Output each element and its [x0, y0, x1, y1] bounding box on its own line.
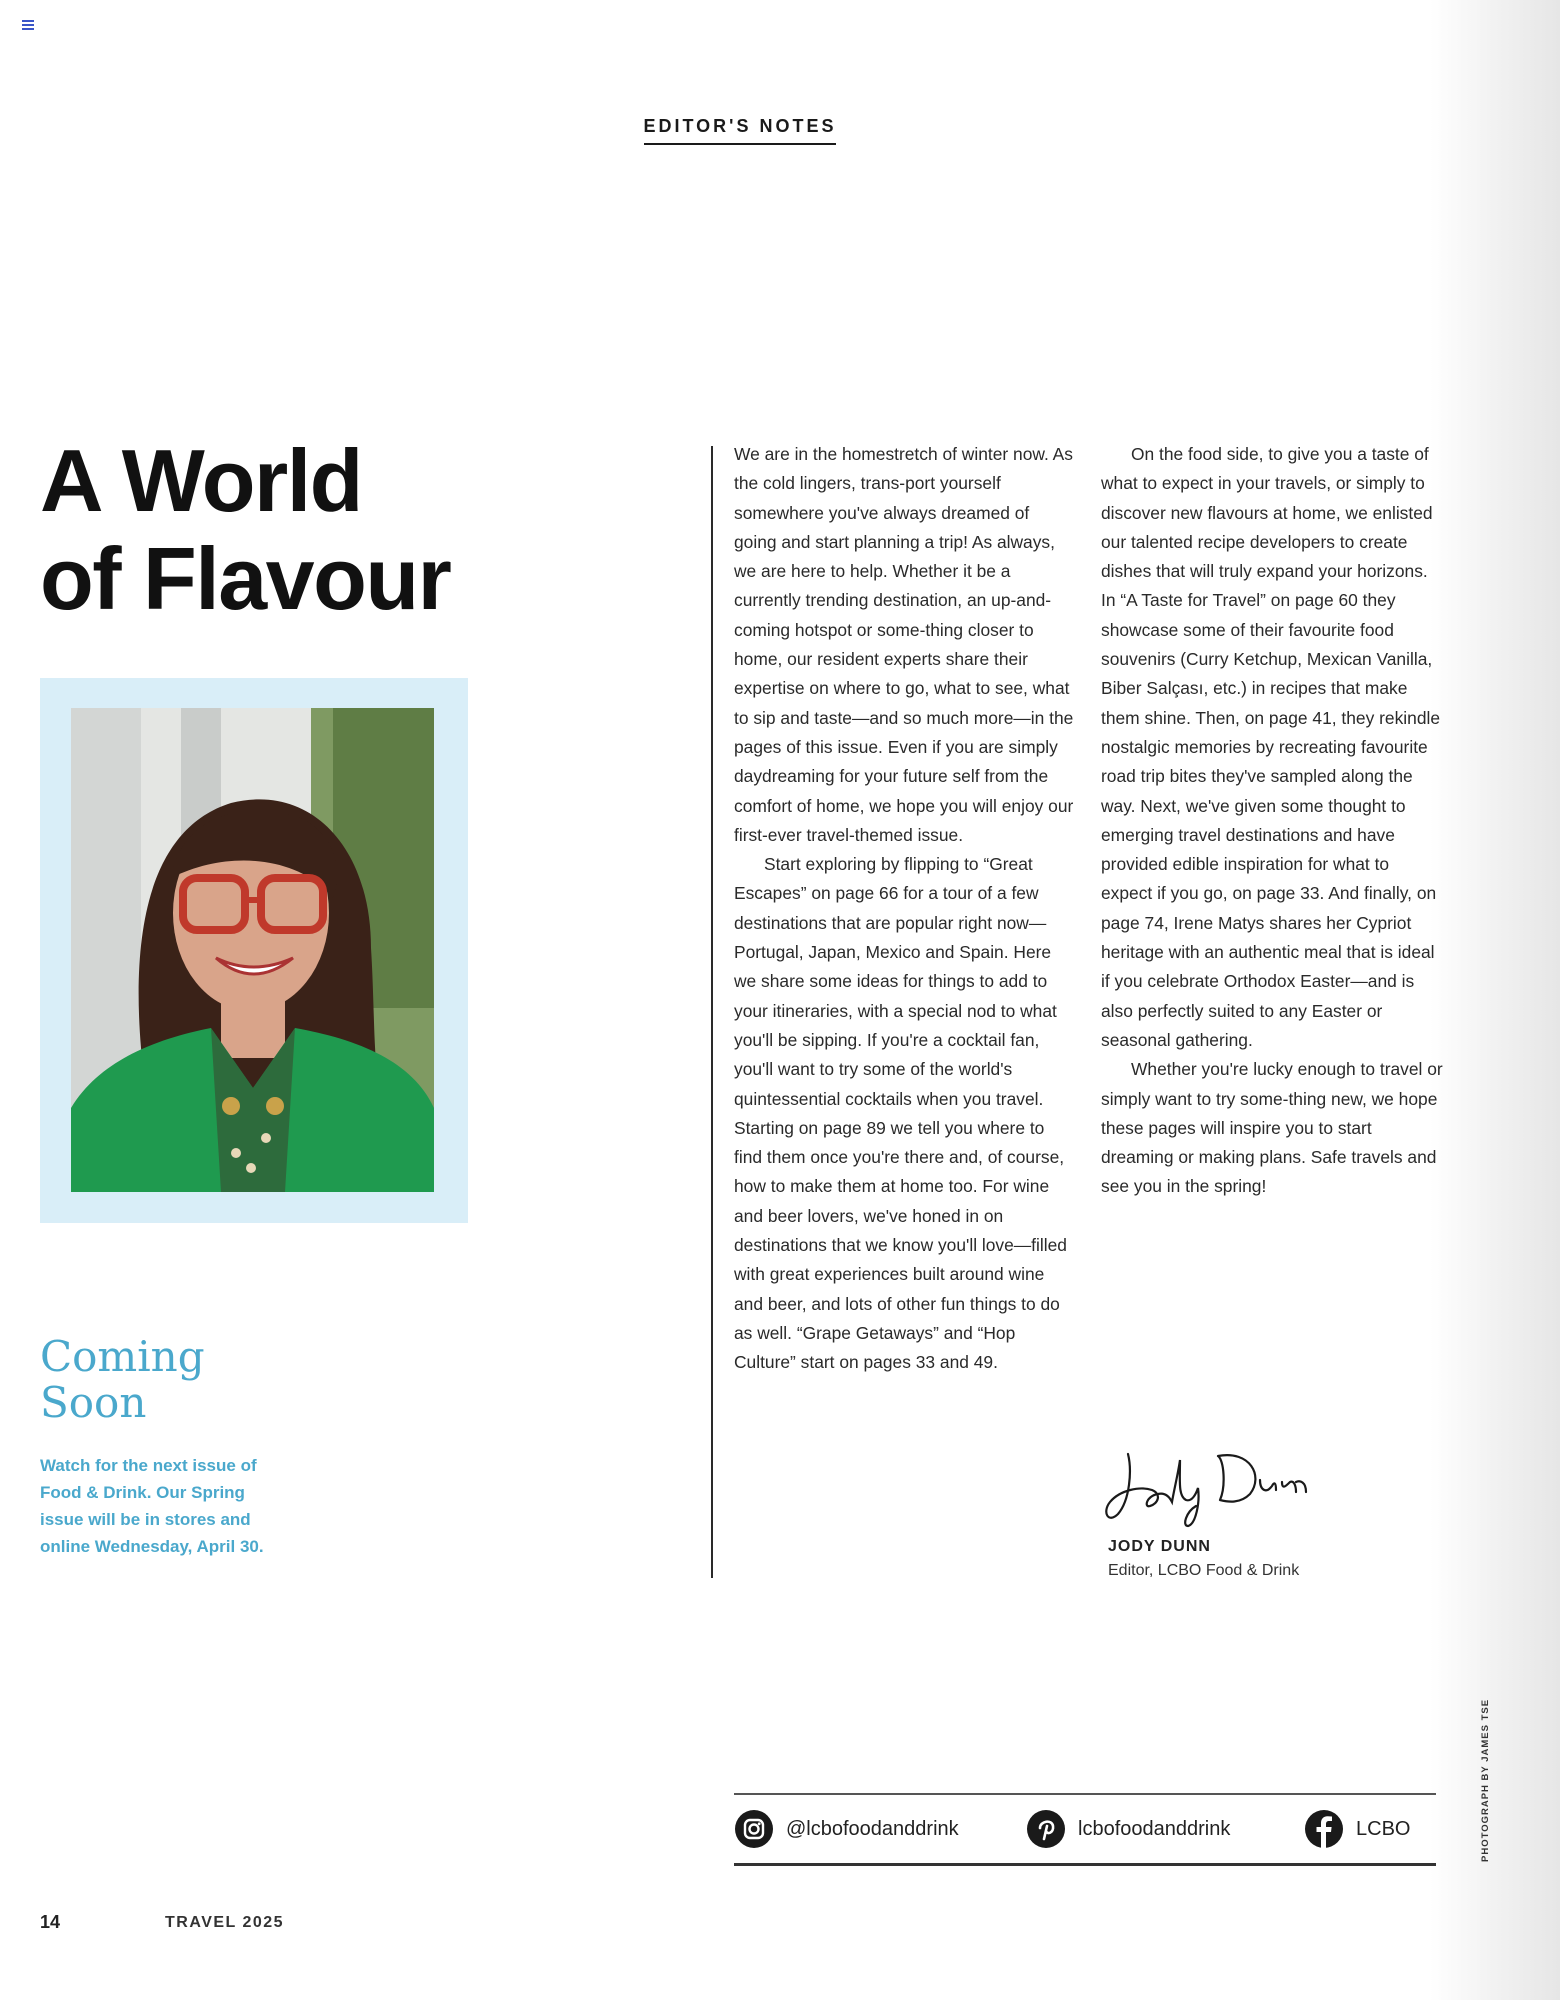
signoff-name: JODY DUNN	[1108, 1538, 1211, 1555]
headline-line-2: of Flavour	[40, 529, 451, 628]
facebook-handle: LCBO	[1356, 1817, 1411, 1840]
editor-photo-frame	[40, 678, 468, 1223]
social-link-pinterest[interactable]	[1026, 1795, 1230, 1863]
coming-soon-title-line-1: Coming	[40, 1332, 205, 1381]
coming-soon-text: Watch for the next issue of Food & Drink. Our Spring issue will be in stores and online Wednesday, April 30.	[40, 1456, 264, 1556]
headline	[40, 432, 450, 628]
editor-portrait	[71, 708, 434, 1192]
facebook-icon	[1304, 1809, 1344, 1849]
signature-graphic	[1100, 1440, 1320, 1530]
column-divider	[711, 446, 713, 1578]
coming-soon-title	[40, 1334, 240, 1426]
article-column-2	[1101, 440, 1443, 1202]
section-label-text: EDITOR'S NOTES	[644, 116, 837, 145]
section-label	[0, 116, 1480, 145]
photo-credit: PHOTOGRAPH BY JAMES TSE	[1480, 1698, 1491, 1862]
article-paragraph: Whether you're lucky enough to travel or simply want to try some-thing new, we hope these pages will inspire you to start dreaming or making plans. Safe travels and see you in the spring!	[1101, 1059, 1443, 1197]
article-paragraph: Start exploring by flipping to “Great Escapes” on page 66 for a tour of a few destinations that are popular right now—Portugal, Japan, Mexico and Spain. Here we share some ideas for things to add to your itineraries, with a special nod to what you'll be sipping. If you're a cocktail fan, you'll want to try some of the world's quintessential cocktails when you travel. Starting on page 89 we tell you where to find them once you're there and, of course, how to make them at home too. For wine and beer lovers, we've honed in on destinations that we know you'll love—filled with great experiences built around wine and beer, and lots of other fun things to do as well. “Grape Getaways” and “Hop Culture” start on pages 33 and 49.	[734, 854, 1067, 1373]
signoff-title: Editor, LCBO Food & Drink	[1108, 1562, 1300, 1579]
social-link-facebook[interactable]	[1304, 1795, 1410, 1863]
article-paragraph: On the food side, to give you a taste of what to expect in your travels, or simply to discover new flavours at home, we enlisted our talented recipe developers to create dishes that will truly expand your horizons. In “A Taste for Travel” on page 60 they showcase some of their favourite food souvenirs (Curry Ketchup, Mexican Vanilla, Biber Salçası, etc.) in recipes that make them shine. Then, on page 41, they rekindle nostalgic memories by recreating favourite road trip bites they've sampled along the way. Next, we've given some thought to emerging travel destinations and have provided edible inspiration for what to expect if you go, on page 33. And finally, on page 74, Irene Matys shares her Cypriot heritage with an authentic meal that is ideal if you celebrate Orthodox Easter—and is also perfectly suited to any Easter or seasonal gathering.	[1101, 444, 1441, 1050]
instagram-icon	[734, 1809, 774, 1849]
page-gutter-shadow	[1430, 0, 1560, 2000]
headline-line-1: A World	[40, 431, 362, 530]
portrait-illustration	[71, 708, 434, 1192]
article-paragraph: We are in the homestretch of winter now. As the cold lingers, trans-port yourself somewhere you've always dreamed of going and start planning a trip! As always, we are here to help. Whether it be a currently trending destination, an up-and-coming hotspot or some-thing closer to home, our resident experts share their expertise on where to go, what to see, what to sip and taste—and so much more—in the pages of this issue. Even if you are simply daydreaming for your future self from the comfort of home, we hope you will enjoy our first-ever travel-themed issue.	[734, 444, 1074, 845]
pinterest-icon	[1026, 1809, 1066, 1849]
social-link-instagram[interactable]	[734, 1795, 959, 1863]
page-number: 14	[40, 1912, 61, 1932]
pinterest-handle: lcbofoodanddrink	[1078, 1817, 1231, 1840]
instagram-handle: @lcbofoodanddrink	[786, 1817, 959, 1840]
article-column-1	[734, 440, 1076, 1378]
social-links-bar	[734, 1793, 1436, 1866]
coming-soon-title-line-2: Soon	[40, 1378, 147, 1427]
issue-name: TRAVEL 2025	[165, 1914, 285, 1931]
menu-icon[interactable]	[22, 20, 34, 30]
